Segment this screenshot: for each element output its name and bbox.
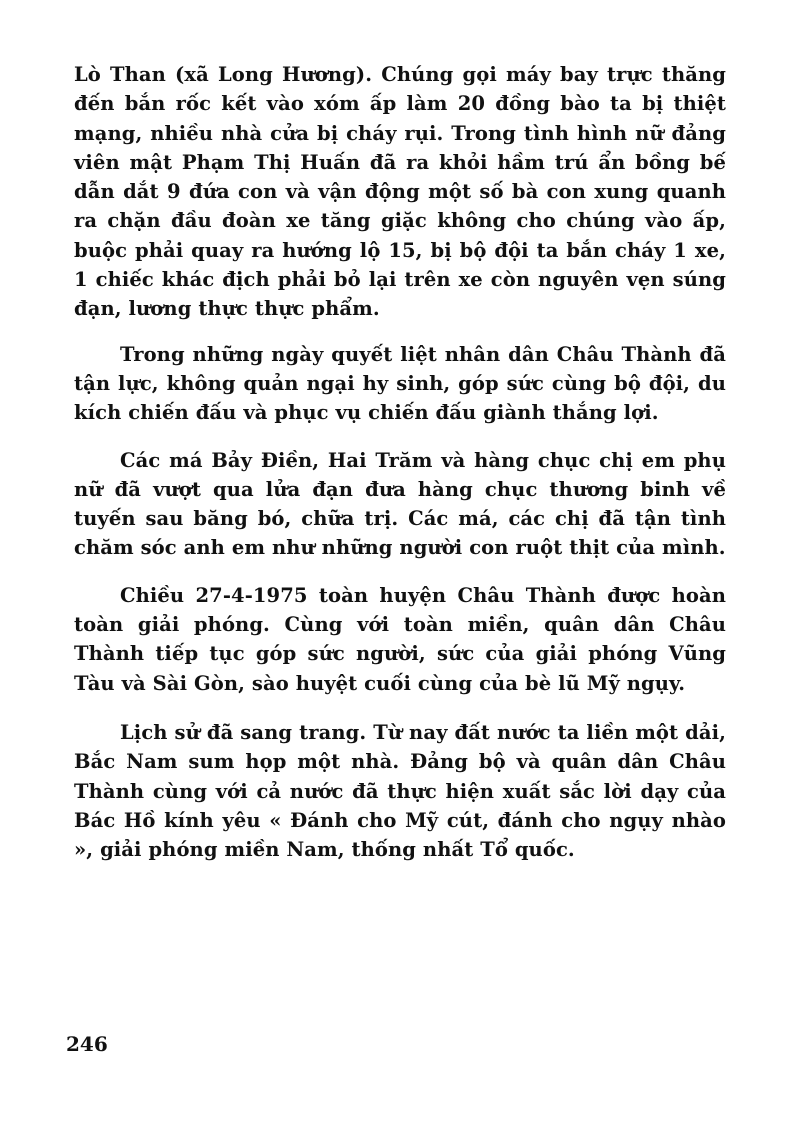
paragraph-people-effort: Trong những ngày quyết liệt nhân dân Châu Thành đã tận lực, không quản ngại hy sinh, góp sức cùng bộ đội, du kích chiến đấu và phục vụ chiến đấu giành thắng lợi. [74,342,726,425]
paragraph-continuation: Lò Than (xã Long Hương). Chúng gọi máy bay trực thăng đến bắn rốc kết vào xóm ấp làm 20 đồng bào ta bị thiệt mạng, nhiều nhà cửa bị cháy rụi. Trong tình hình nữ đảng viên mật Phạm Thị Huấn đã ra khỏi hầm trú ẩn bồng bế dẫn dắt 9 đứa con và vận động một số bà con xung quanh ra chặn đầu đoàn xe tăng giặc không cho chúng vào ấp, buộc phải quay ra hướng lộ 15, bị bộ đội ta bắn cháy 1 xe, 1 chiếc khác địch phải bỏ lại trên xe còn nguyên vẹn súng đạn, lương thực thực phẩm. [74,63,726,321]
paragraph-liberation: Chiều 27-4-1975 toàn huyện Châu Thành được hoàn toàn giải phóng. Cùng với toàn miền, quân dân Châu Thành tiếp tục góp sức người, sức của giải phóng Vũng Tàu và Sài Gòn, sào huyệt cuối cùng của bè lũ Mỹ ngụy. [74,583,726,695]
paragraph-reunification: Lịch sử đã sang trang. Từ nay đất nước ta liền một dải, Bắc Nam sum họp một nhà. Đảng bộ và quân dân Châu Thành cùng với cả nước đã thực hiện xuất sắc lời dạy của Bác Hồ kính yêu « Đánh cho Mỹ cút, đánh cho ngụy nhào », giải phóng miền Nam, thống nhất Tổ quốc. [74,720,726,862]
page-number: 246 [66,1032,108,1056]
paragraph-women-nursing: Các má Bảy Điền, Hai Trăm và hàng chục chị em phụ nữ đã vượt qua lửa đạn đưa hàng chục thương binh về tuyến sau băng bó, chữa trị. Các má, các chị đã tận tình chăm sóc anh em như những người con ruột thịt của mình. [74,448,726,560]
body-text [74,60,726,864]
